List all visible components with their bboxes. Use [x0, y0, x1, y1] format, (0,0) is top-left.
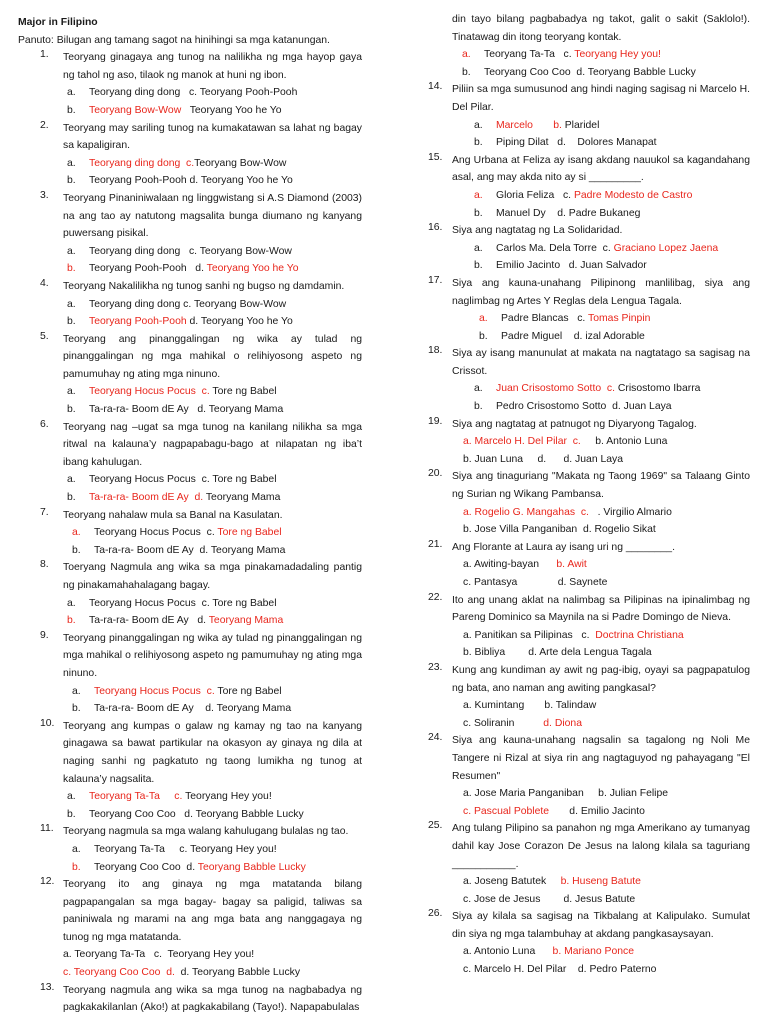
option-text: Teoryang Babble Lucky	[197, 861, 306, 873]
question-number: 24.	[428, 732, 443, 744]
question-item	[18, 49, 362, 119]
question-number: 22.	[428, 591, 443, 603]
question-number: 17.	[428, 274, 443, 286]
question-number: 9.	[40, 629, 49, 641]
option-text: Ta-ra-ra- Boom dE Ay d. Teoryang Mama	[89, 404, 284, 416]
option-text: Teoryang ding dong c. Teoryang Bow-Wow	[89, 298, 287, 310]
option-letter: b.	[474, 137, 483, 149]
instructions: Panuto: Bilugan ang tamang sagot na hinihingi sa mga katanungan.	[18, 34, 330, 46]
answer-options-row	[63, 84, 362, 102]
option-letter: b.	[72, 861, 81, 873]
question-text: Teoryang may sariling tunog na kumakatawan sa lahat ng bagay sa kapaligiran.	[63, 122, 362, 152]
answer-options-row	[63, 172, 362, 190]
option-text: a. Antonio Luna	[463, 946, 553, 958]
question-text: Piliin sa mga sumusunod ang hindi naging sagisag ni Marcelo H. Del Pilar.	[452, 84, 750, 113]
question-number: 5.	[40, 330, 49, 342]
answer-options-row	[452, 697, 750, 715]
option-text: Graciano Lopez Jaena	[613, 242, 719, 254]
option-text: Teoryang Pooh-Pooh d.	[89, 263, 207, 275]
option-text: Crisostomo Ibarra	[614, 383, 701, 395]
option-text: Teoryang Coo Coo d. Teoryang Babble Lucky	[484, 66, 696, 78]
answer-options-row	[452, 380, 750, 398]
option-text: Teoryang Pooh-Pooh d. Teoryang Yoo he Yo	[89, 175, 293, 187]
answer-options-row	[63, 313, 362, 331]
option-text: b. Mariano Ponce	[552, 946, 634, 958]
option-letter: b.	[72, 703, 81, 715]
answer-options-row	[452, 240, 750, 258]
question-number: 3.	[40, 189, 49, 201]
answer-options-row	[452, 504, 750, 522]
option-letter: a.	[72, 527, 81, 539]
option-text: Ta-ra-ra- Boom dE Ay d. Teoryang Mama	[94, 544, 286, 556]
option-text: b. Antonio Luna	[580, 436, 668, 448]
question-text: Teoryang nahalaw mula sa Banal na Kasulatan.	[63, 509, 283, 521]
option-letter: a.	[72, 685, 81, 697]
option-text: c. Pantasya d. Saynete	[463, 577, 608, 588]
question-item	[428, 908, 750, 978]
question-text: Ang Florante at Laura ay isang uri ng ________.	[452, 541, 675, 553]
question-text: Siya ay isang manunulat at makata na nagtatago sa sagisag na Crissot.	[452, 348, 750, 377]
option-text: a. Joseng Batutek	[463, 876, 561, 888]
option-text: Teoryang Ta-Ta c. Teoryang Hey you!	[94, 843, 277, 855]
option-text: Teoryang Bow-Wow	[194, 157, 287, 169]
question-text: Teoryang Nakalilikha ng tunog sanhi ng bugso ng damdamin.	[63, 280, 345, 292]
option-text: Doctrina Christiana	[595, 629, 684, 641]
answer-options-row	[63, 859, 362, 877]
option-text: b. Jose Villa Panganiban d. Rogelio Sikat	[463, 524, 656, 536]
question-text: Siya ang kauna-unahang Pilipinong manlilibag, siya ang naglimbag ng Artes Y Reglas dela Lengua Tagala.	[452, 277, 750, 307]
option-text: a. Rogelio G. Mangahas c.	[463, 506, 592, 518]
option-letter: b.	[474, 260, 483, 272]
question-number: 15.	[428, 151, 443, 163]
option-text: b. Huseng Batute	[560, 876, 641, 888]
option-letter: b.	[67, 104, 76, 116]
answer-options-row	[63, 542, 362, 560]
answer-options-row	[452, 257, 750, 275]
answer-options-row	[452, 715, 750, 733]
option-text: a. Jose Maria Panganiban b. Julian Felipe	[463, 788, 669, 800]
question-number: 13.	[40, 981, 55, 993]
option-letter: b.	[462, 66, 471, 78]
answer-options-row	[63, 524, 362, 542]
question-item	[18, 718, 362, 824]
answer-options-row	[452, 644, 750, 662]
answer-options-row	[452, 205, 750, 223]
question-number: 19.	[428, 415, 443, 427]
question-text: Siya ang nagtatag at patnugot ng Diyaryong Tagalog.	[452, 418, 697, 430]
option-text: Ta-ra-ra- Boom dE Ay d.	[89, 492, 204, 504]
question-text: Teoryang ginagaya ang tunog na nalilikha ng mga hayop gaya ng tahol ng aso, tilaok ng manok at huni ng ibon.	[63, 52, 362, 81]
option-text: Teoryang Hocus Pocus c.	[94, 527, 218, 539]
option-text: d. Diona	[543, 717, 582, 729]
answer-options-row	[63, 612, 362, 630]
option-text: Marcelo	[496, 119, 533, 131]
question-item	[18, 982, 362, 1017]
question-number: 23.	[428, 661, 443, 673]
answer-options-row	[63, 700, 362, 718]
option-text: Teoryang Hocus Pocus c. Tore ng Babel	[89, 474, 277, 486]
option-letter: a.	[474, 189, 483, 201]
answer-options-row	[452, 961, 750, 979]
option-text: Ta-ra-ra- Boom dE Ay d. Teoryang Mama	[94, 703, 292, 715]
question-number: 20.	[428, 468, 443, 480]
question-text: Teoryang nagmula ang wika sa mga tunog na nagbabadya ng pagkakakilanlan (Ako!) at pagkakabilang (Tayo!). Napapabulalas	[63, 984, 362, 1014]
answer-options-row	[63, 964, 362, 982]
option-letter: a.	[67, 791, 76, 803]
answer-options-row	[63, 102, 362, 120]
answer-options-row	[452, 451, 750, 469]
answer-options-row	[63, 489, 362, 507]
answer-options-row	[63, 260, 362, 278]
question-number: 2.	[40, 119, 49, 131]
option-text: Tore ng Babel	[214, 685, 282, 697]
option-text: b. Bibliya d. Arte dela Lengua Tagala	[463, 647, 652, 659]
answer-options-row	[452, 64, 750, 82]
question-number: 1.	[40, 49, 49, 61]
question-list-right	[428, 11, 750, 979]
question-item	[428, 539, 750, 592]
question-item	[18, 876, 362, 982]
option-letter: b.	[67, 175, 76, 187]
question-number: 14.	[428, 81, 443, 93]
option-text: a. Kumintang b. Talindaw	[463, 700, 597, 712]
question-number: 18.	[428, 345, 443, 357]
answer-options-row	[63, 243, 362, 261]
answer-options-row	[452, 574, 750, 592]
option-letter: b.	[479, 330, 488, 342]
option-text: Teoryang Yoo he Yo	[181, 104, 282, 116]
option-text: Emilio Jacinto d. Juan Salvador	[496, 260, 647, 272]
option-text: Teoryang Hey you!	[182, 791, 272, 803]
answer-options-row	[452, 891, 750, 909]
question-item	[428, 662, 750, 732]
question-list-left	[18, 49, 362, 1017]
question-item	[428, 11, 750, 81]
option-letter: a.	[67, 386, 76, 398]
option-text: . Virgilio Almario	[591, 506, 672, 518]
option-text: Teoryang Coo Coo d. Teoryang Babble Lucky	[89, 808, 304, 820]
option-text: b. Awit	[556, 559, 587, 571]
option-text: Teoryang Coo Coo d.	[94, 861, 198, 873]
option-text: Teoryang Mama	[203, 492, 281, 504]
question-item	[428, 468, 750, 538]
option-letter: a.	[67, 245, 76, 257]
option-letter: a.	[67, 157, 76, 169]
question-text: Ang Urbana at Feliza ay isang akdang nauukol sa kagandahang asal, ang may akda nito ay si _________.	[452, 154, 750, 184]
question-item	[428, 416, 750, 469]
option-letter: a.	[67, 474, 76, 486]
option-letter: a.	[67, 597, 76, 609]
option-letter: b.	[67, 615, 76, 627]
question-item	[428, 820, 750, 908]
option-text: Tore ng Babel	[209, 386, 277, 398]
question-item	[18, 419, 362, 507]
question-item	[18, 120, 362, 190]
option-letter: a.	[474, 383, 483, 395]
question-item	[428, 152, 750, 222]
answer-options-row	[63, 401, 362, 419]
option-letter: a.	[72, 843, 81, 855]
option-letter: b.	[67, 263, 76, 275]
question-text: Ang tulang Pilipino sa panahon ng mga Amerikano ay tumanyag dahil kay Jose Corazon De Jesus na lalong kilala sa taguriang ___________.	[452, 823, 750, 870]
option-text: Carlos Ma. Dela Torre c.	[496, 242, 614, 254]
answer-options-row	[452, 873, 750, 891]
question-text: Ito ang unang aklat na nalimbag sa Pilipinas na ipinalimbag ng Pareng Dominico sa Maynila na si Padre Domingo de Nieva.	[452, 594, 750, 624]
answer-options-row	[63, 806, 362, 824]
option-text: Teoryang Ta-Ta c.	[484, 49, 575, 61]
question-text: Teoryang ang pinanggalingan ng wika ay tulad ng pinanggalingan ng mga mahikal o relihiyosong aspeto ng pamumuhay ng ating mga ninuno.	[63, 333, 362, 380]
option-text: Teoryang ding dong c. Teoryang Pooh-Pooh	[89, 87, 298, 99]
option-text: Teoryang ding dong c. Teoryang Bow-Wow	[89, 245, 292, 257]
option-text: Teoryang Pooh-Pooh	[89, 316, 190, 328]
question-text: Siya ay kilala sa sagisag na Tikbalang at Kalipulako. Sumulat din siya ng mga talambuhay at akdang pangkasaysayan.	[452, 911, 750, 940]
question-number: 16.	[428, 222, 443, 234]
option-letter: a.	[479, 313, 488, 325]
question-number: 21.	[428, 538, 443, 550]
answer-options-row	[452, 433, 750, 451]
question-text: Toeryang Nagmula ang wika sa mga pinakamadadaling pantig ng pinakamahahalagang bagay.	[63, 562, 362, 591]
question-item	[428, 275, 750, 345]
option-text: d. Emilio Jacinto	[549, 805, 645, 817]
option-text: Teoryang ding dong c.	[89, 157, 195, 169]
option-letter: b.	[72, 544, 81, 556]
question-item	[428, 592, 750, 662]
question-text: Teoryang ito ang ginaya ng mga matatanda bilang pagpapangalan sa mga bagay- bagay sa paligid, taliwas sa paniniwala ng marami na ang mga bata ang nanggagaya ng tunog ng mga matatanda.	[63, 879, 362, 943]
option-text: Juan Crisostomo Sotto c.	[496, 383, 615, 395]
option-text: Teoryang Bow-Wow	[89, 104, 182, 116]
answer-options-row	[63, 383, 362, 401]
option-text: Tore ng Babel	[217, 527, 282, 539]
answer-options-row	[452, 521, 750, 539]
answer-options-row	[63, 471, 362, 489]
option-text: c. Soliranin	[463, 717, 544, 729]
option-text: c. Marcelo H. Del Pilar d. Pedro Paterno	[463, 964, 657, 976]
question-text-continued: din tayo bilang pagbabadya ng takot, galit o sakit (Saklolo!). Tinatawag din itong teoryang kontak.	[452, 14, 750, 43]
question-text: Teoryang nag –ugat sa mga tunog na kanilang nilikha sa mga ritwal na kalauna’y nagpapabagu-bago at nilapatan ng iba’t ibang kahulugan.	[63, 421, 362, 468]
question-text: Siya ang tinaguriang "Makata ng Taong 1969" sa Talaang Ginto ng Surian ng Wikang Pambansa.	[452, 471, 750, 501]
question-item	[18, 823, 362, 876]
option-letter: a.	[474, 119, 483, 131]
option-text: Padre Blancas c.	[501, 313, 589, 325]
option-text: Teoryang Hey you!	[574, 49, 661, 61]
option-text: d. Teoryang Yoo he Yo	[189, 316, 293, 328]
option-text: Plaridel	[561, 119, 600, 131]
option-text: Piping Dilat d. Dolores Manapat	[496, 137, 657, 149]
option-text: Padre Miguel d. izal Adorable	[501, 330, 645, 342]
answer-options-row	[63, 296, 362, 314]
option-letter: b.	[474, 207, 483, 219]
question-item	[428, 732, 750, 820]
answer-options-row	[63, 946, 362, 964]
option-letter: b.	[67, 404, 76, 416]
question-item	[18, 331, 362, 419]
answer-options-row	[452, 187, 750, 205]
question-text: Teoryang pinanggalingan ng wika ay tulad ng pinanggalingan ng mga mahikal o relihiyosong aspeto ng pamumuhay ng ating mga ninuno.	[63, 632, 362, 679]
answer-options-row	[452, 46, 750, 64]
option-text: Padre Modesto de Castro	[573, 189, 693, 201]
left-column	[18, 11, 362, 1017]
option-text: b. Juan Luna d. d. Juan Laya	[463, 453, 624, 465]
option-letter: b.	[67, 492, 76, 504]
question-item	[18, 559, 362, 629]
question-number: 7.	[40, 506, 49, 518]
question-item	[428, 222, 750, 275]
option-text: b.	[553, 119, 562, 131]
question-item	[18, 278, 362, 331]
answer-options-row	[452, 803, 750, 821]
option-text: Teoryang Hocus Pocus c. Tore ng Babel	[89, 597, 277, 609]
question-number: 25.	[428, 820, 443, 832]
option-text: c. Teoryang Coo Coo d.	[63, 967, 175, 979]
answer-options-row	[452, 328, 750, 346]
option-text: a. Teoryang Ta-Ta c. Teoryang Hey you!	[63, 949, 255, 961]
question-number: 4.	[40, 277, 49, 289]
answer-options-row	[452, 556, 750, 574]
question-item	[428, 81, 750, 151]
answer-options-row	[452, 117, 750, 135]
answer-options-row	[452, 310, 750, 328]
question-number: 12.	[40, 876, 55, 888]
answer-options-row	[452, 134, 750, 152]
option-text: Teoryang Mama	[208, 615, 284, 627]
question-item	[18, 507, 362, 560]
question-number: 11.	[40, 823, 54, 835]
option-text: Teoryang Yoo he Yo	[206, 263, 299, 275]
option-text: a. Panitikan sa Pilipinas c.	[463, 629, 596, 641]
question-number: 26.	[428, 908, 443, 920]
question-text: Teoryang Pinaniniwalaan ng linggwistang si A.S Diamond (2003) na ang tao ay natutong magsalita bunga diumano ng kanyang puwersang pisikal.	[63, 192, 362, 240]
option-text: d. Teoryang Babble Lucky	[174, 967, 301, 979]
option-text	[533, 120, 553, 131]
question-item	[18, 630, 362, 718]
answer-options-row	[452, 785, 750, 803]
question-text: Teoryang ang kumpas o galaw ng kamay ng tao na kanyang ginagawa sa bawat partikular na okasyon ay ginaya ng dila at naging sanhi ng pagkatuto ng taong lumikha ng tunog at kalauna’y nagsalita.	[63, 720, 362, 785]
question-number: 10.	[40, 717, 55, 729]
answer-options-row	[452, 398, 750, 416]
question-text: Teoryang nagmula sa mga walang kahulugang bulalas ng tao.	[63, 826, 349, 838]
answer-options-row	[452, 627, 750, 645]
option-text: c. Jose de Jesus d. Jesus Batute	[463, 893, 636, 905]
option-text: a. Awiting-bayan	[463, 559, 557, 571]
option-letter: a.	[67, 298, 76, 310]
option-text: Pedro Crisostomo Sotto d. Juan Laya	[496, 401, 672, 413]
question-text: Siya ang kauna-unahang nagsalin sa tagalong ng Noli Me Tangere ni Rizal at siya rin ang nagtaguyod ng pahayagang "El Resumen"	[452, 735, 750, 782]
option-text: Teoryang Ta-Ta c.	[89, 791, 183, 803]
page-title: Major in Filipino	[18, 17, 98, 28]
option-letter: a.	[67, 87, 76, 99]
answer-options-row	[63, 683, 362, 701]
option-text: Teoryang Hocus Pocus c.	[94, 685, 215, 697]
option-letter: b.	[67, 808, 76, 820]
answer-options-row	[63, 155, 362, 173]
question-text: Kung ang kundiman ay awit ng pag-ibig, oyayi sa pagpapatulog ng bata, ano naman ang awiting pangkasal?	[452, 664, 750, 694]
option-letter: a.	[474, 242, 483, 254]
question-text: Siya ang nagtatag ng La Solidaridad.	[452, 225, 623, 237]
option-text: c. Pascual Poblete	[463, 805, 550, 817]
question-item	[18, 190, 362, 278]
option-letter: a.	[462, 49, 471, 61]
option-text: Ta-ra-ra- Boom dE Ay d.	[89, 615, 209, 627]
right-column	[428, 11, 750, 979]
option-letter: b.	[474, 401, 483, 413]
answer-options-row	[63, 595, 362, 613]
option-text: Teoryang Hocus Pocus c.	[89, 386, 210, 398]
question-number: 8.	[40, 559, 49, 571]
option-text: Manuel Dy d. Padre Bukaneg	[496, 207, 641, 219]
option-text: Tomas Pinpin	[588, 313, 651, 325]
answer-options-row	[63, 788, 362, 806]
question-item	[428, 345, 750, 415]
answer-options-row	[452, 943, 750, 961]
question-number: 6.	[40, 418, 49, 430]
option-letter: b.	[67, 316, 76, 328]
option-text: Gloria Feliza c.	[496, 189, 574, 201]
option-text: a. Marcelo H. Del Pilar c.	[463, 436, 581, 448]
answer-options-row	[63, 841, 362, 859]
